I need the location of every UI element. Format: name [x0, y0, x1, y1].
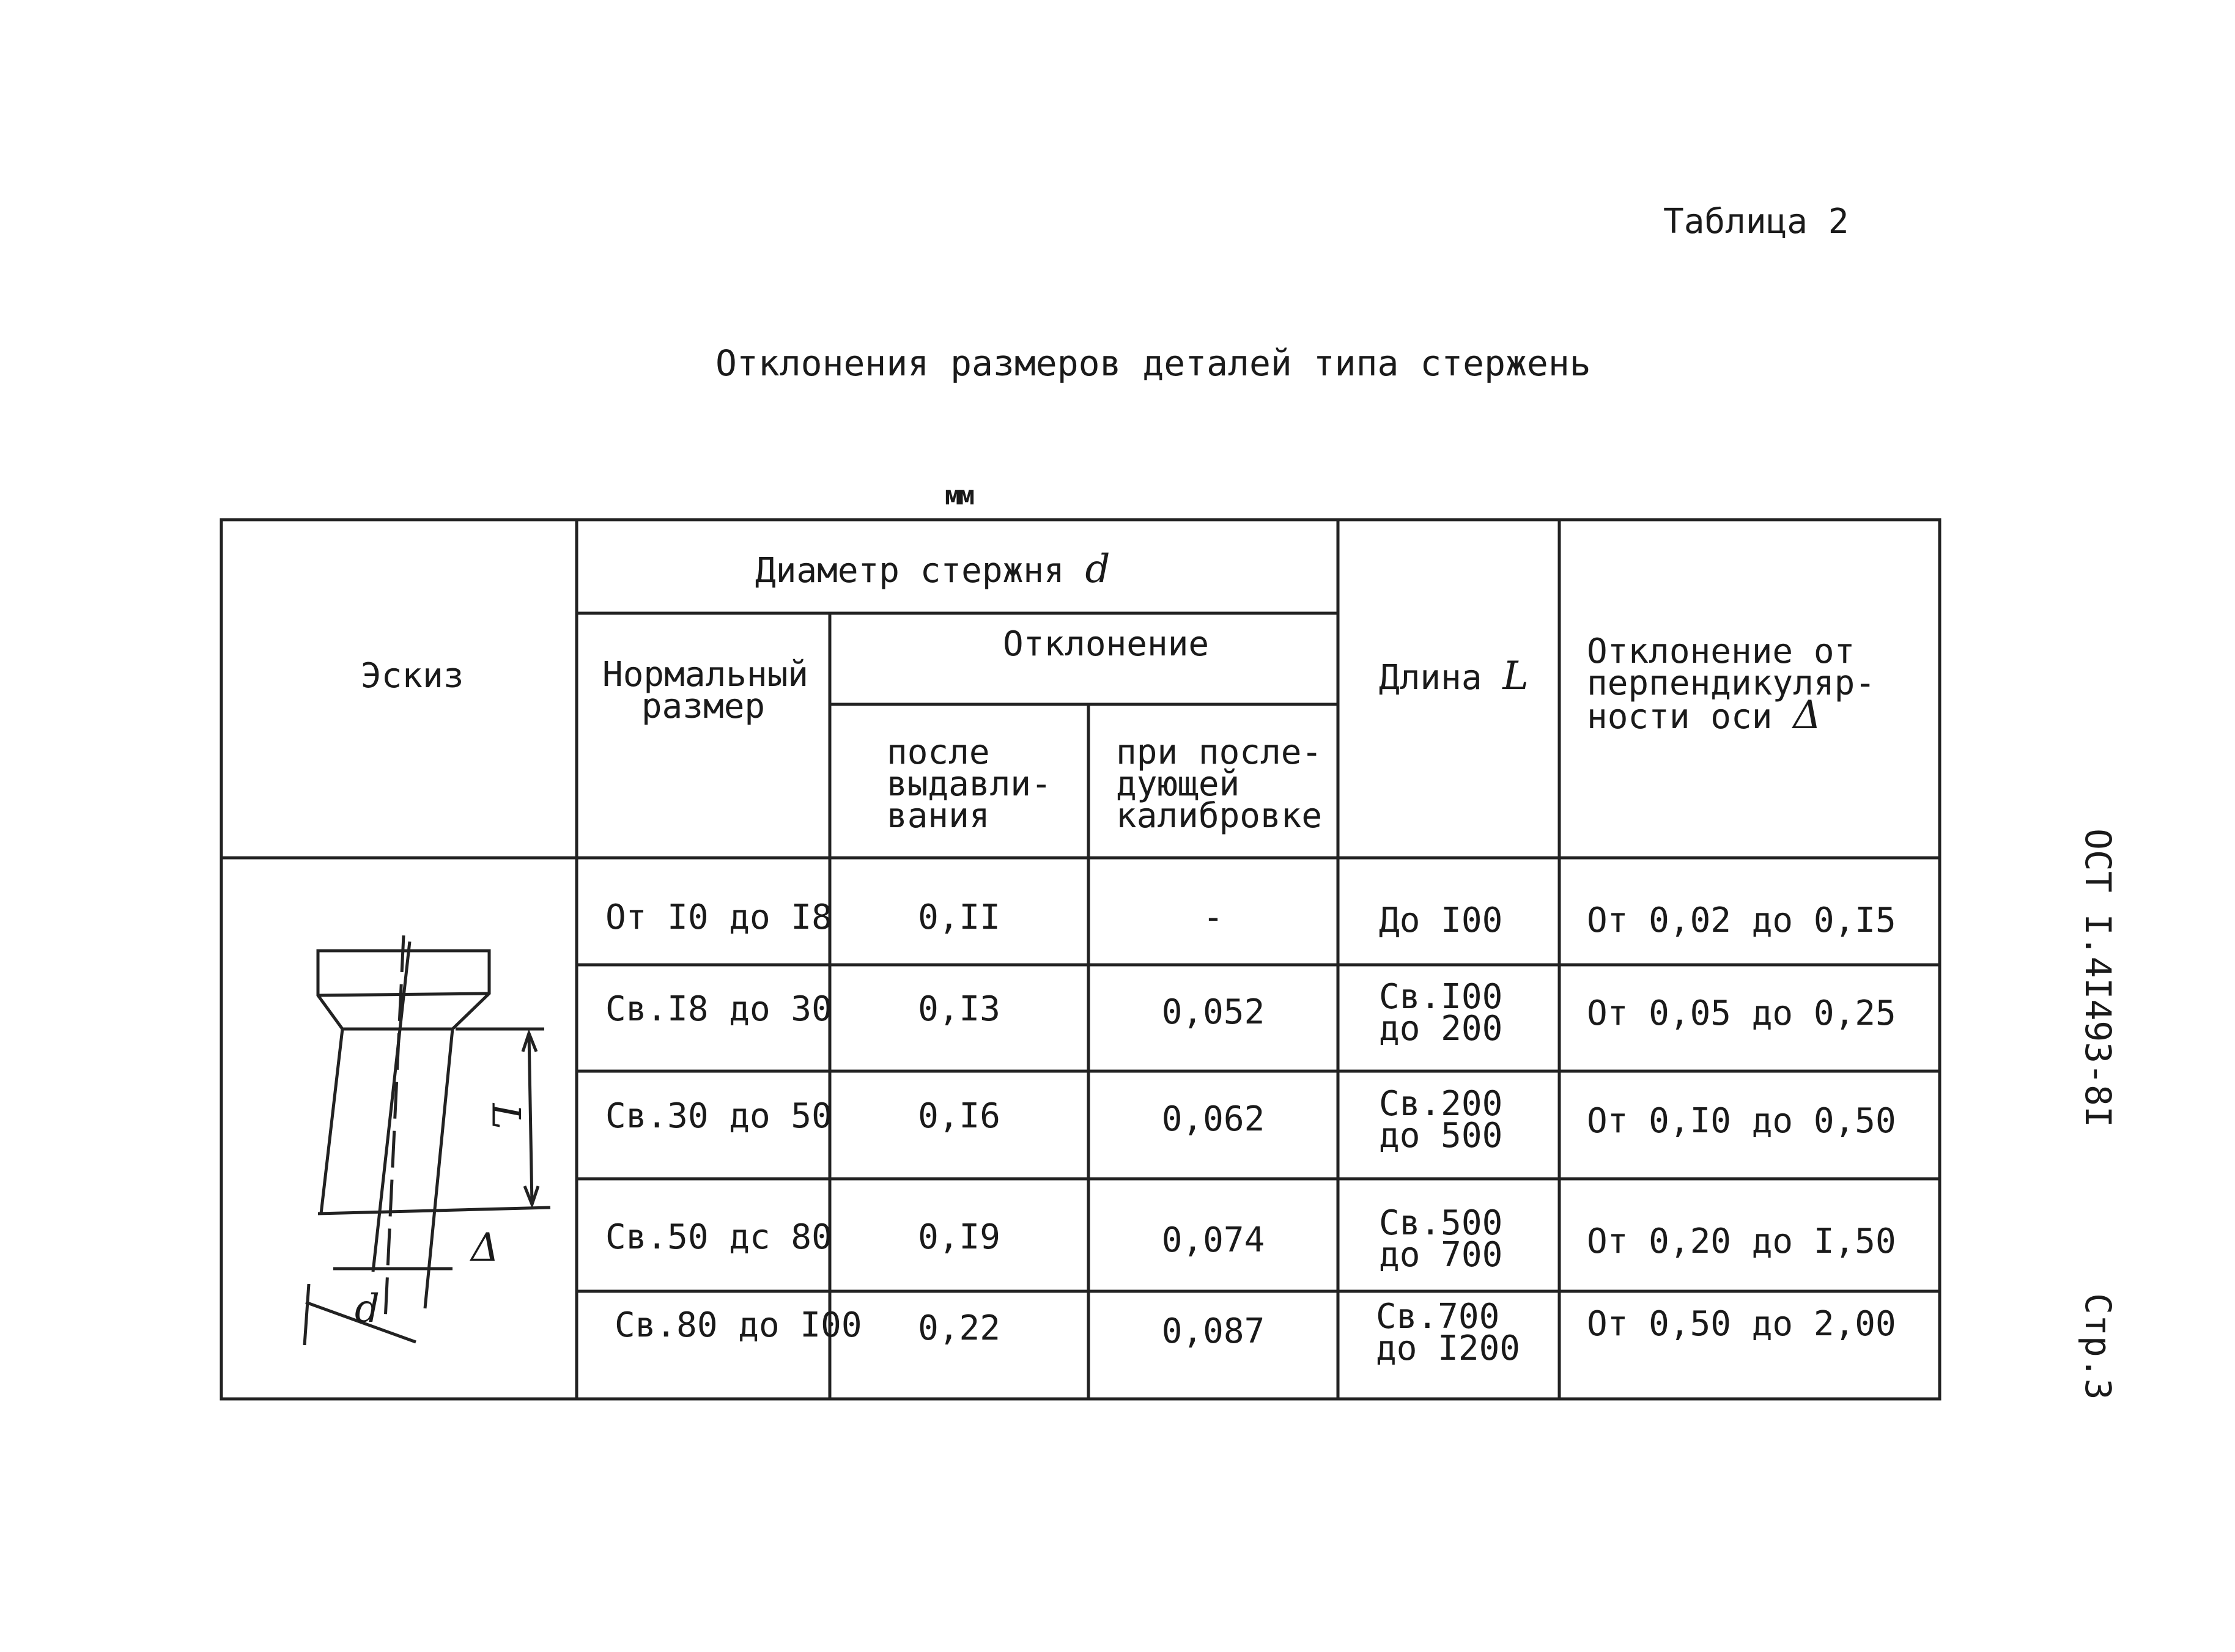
document-code: ОСТ I.4I493-8I — [2077, 828, 2119, 1127]
header-diameter-symbol: d — [1085, 547, 1110, 592]
row-1-perpendicularity: От 0,02 до 0,I5 — [1587, 901, 1896, 940]
row-2-dev-calibration: 0,052 — [1161, 992, 1265, 1032]
row-2-length: Св.I00 до 200 — [1379, 977, 1503, 1049]
row-4-perpendicularity: От 0,20 до I,50 — [1587, 1222, 1896, 1261]
table-number: Таблица 2 — [1663, 202, 1849, 242]
table-title: Отклонения размеров деталей типа стержень — [715, 342, 1591, 384]
row-1-dev-calibration: - — [1203, 898, 1224, 937]
header-perpendicularity: Отклонение от перпендикуляр- ности оси Δ — [1587, 632, 1876, 738]
row-5-size: Св.80 до I00 — [615, 1305, 862, 1345]
row-1-length: До I00 — [1379, 901, 1503, 940]
header-deviation: Отклонение — [1003, 624, 1210, 664]
header-with-calibration: при после- дующей калибровке — [1116, 732, 1323, 836]
row-3-dev-extrusion: 0,I6 — [918, 1096, 1000, 1136]
header-nominal-size: Нормальный размер — [602, 655, 809, 726]
row-2-size: Св.I8 до 30 — [605, 989, 832, 1029]
rod-sketch — [305, 935, 550, 1345]
units-label: мм — [945, 480, 972, 511]
header-length — [1379, 654, 1529, 699]
row-2-dev-extrusion: 0,I3 — [918, 989, 1000, 1029]
row-5-length: Св.700 до I200 — [1376, 1297, 1521, 1368]
row-5-dev-calibration: 0,087 — [1161, 1311, 1265, 1351]
header-after-extrusion: после выдавли- вания — [887, 732, 1052, 836]
sketch-length-label: L — [482, 1103, 528, 1130]
sketch-diameter-label: d — [355, 1286, 380, 1332]
header-length-symbol: L — [1502, 654, 1529, 699]
row-3-size: Св.30 до 50 — [605, 1096, 832, 1136]
header-diameter-label: Диаметр стержня — [755, 551, 1065, 591]
row-1-size: От I0 до I8 — [605, 898, 832, 937]
row-1-dev-extrusion: 0,II — [918, 898, 1000, 937]
row-2-perpendicularity: От 0,05 до 0,25 — [1587, 994, 1896, 1033]
row-3-dev-calibration: 0,062 — [1161, 1099, 1265, 1139]
row-3-perpendicularity: От 0,I0 до 0,50 — [1587, 1101, 1896, 1141]
row-4-length: Св.500 до 700 — [1379, 1203, 1503, 1275]
row-5-dev-extrusion: 0,22 — [918, 1308, 1000, 1348]
row-4-size: Св.50 дс 80 — [605, 1217, 832, 1257]
page-number: Стр.3 — [2077, 1293, 2119, 1400]
row-5-perpendicularity: От 0,50 до 2,00 — [1587, 1304, 1896, 1344]
header-diameter — [755, 547, 1110, 592]
header-length-label: Длина — [1379, 658, 1482, 698]
header-perp-symbol: Δ — [1793, 693, 1822, 738]
header-sketch: Эскиз — [361, 656, 464, 696]
row-4-dev-calibration: 0,074 — [1161, 1220, 1265, 1260]
row-3-length: Св.200 до 500 — [1379, 1084, 1503, 1156]
row-4-dev-extrusion: 0,I9 — [918, 1217, 1000, 1257]
sketch-delta-label: Δ — [471, 1225, 500, 1270]
